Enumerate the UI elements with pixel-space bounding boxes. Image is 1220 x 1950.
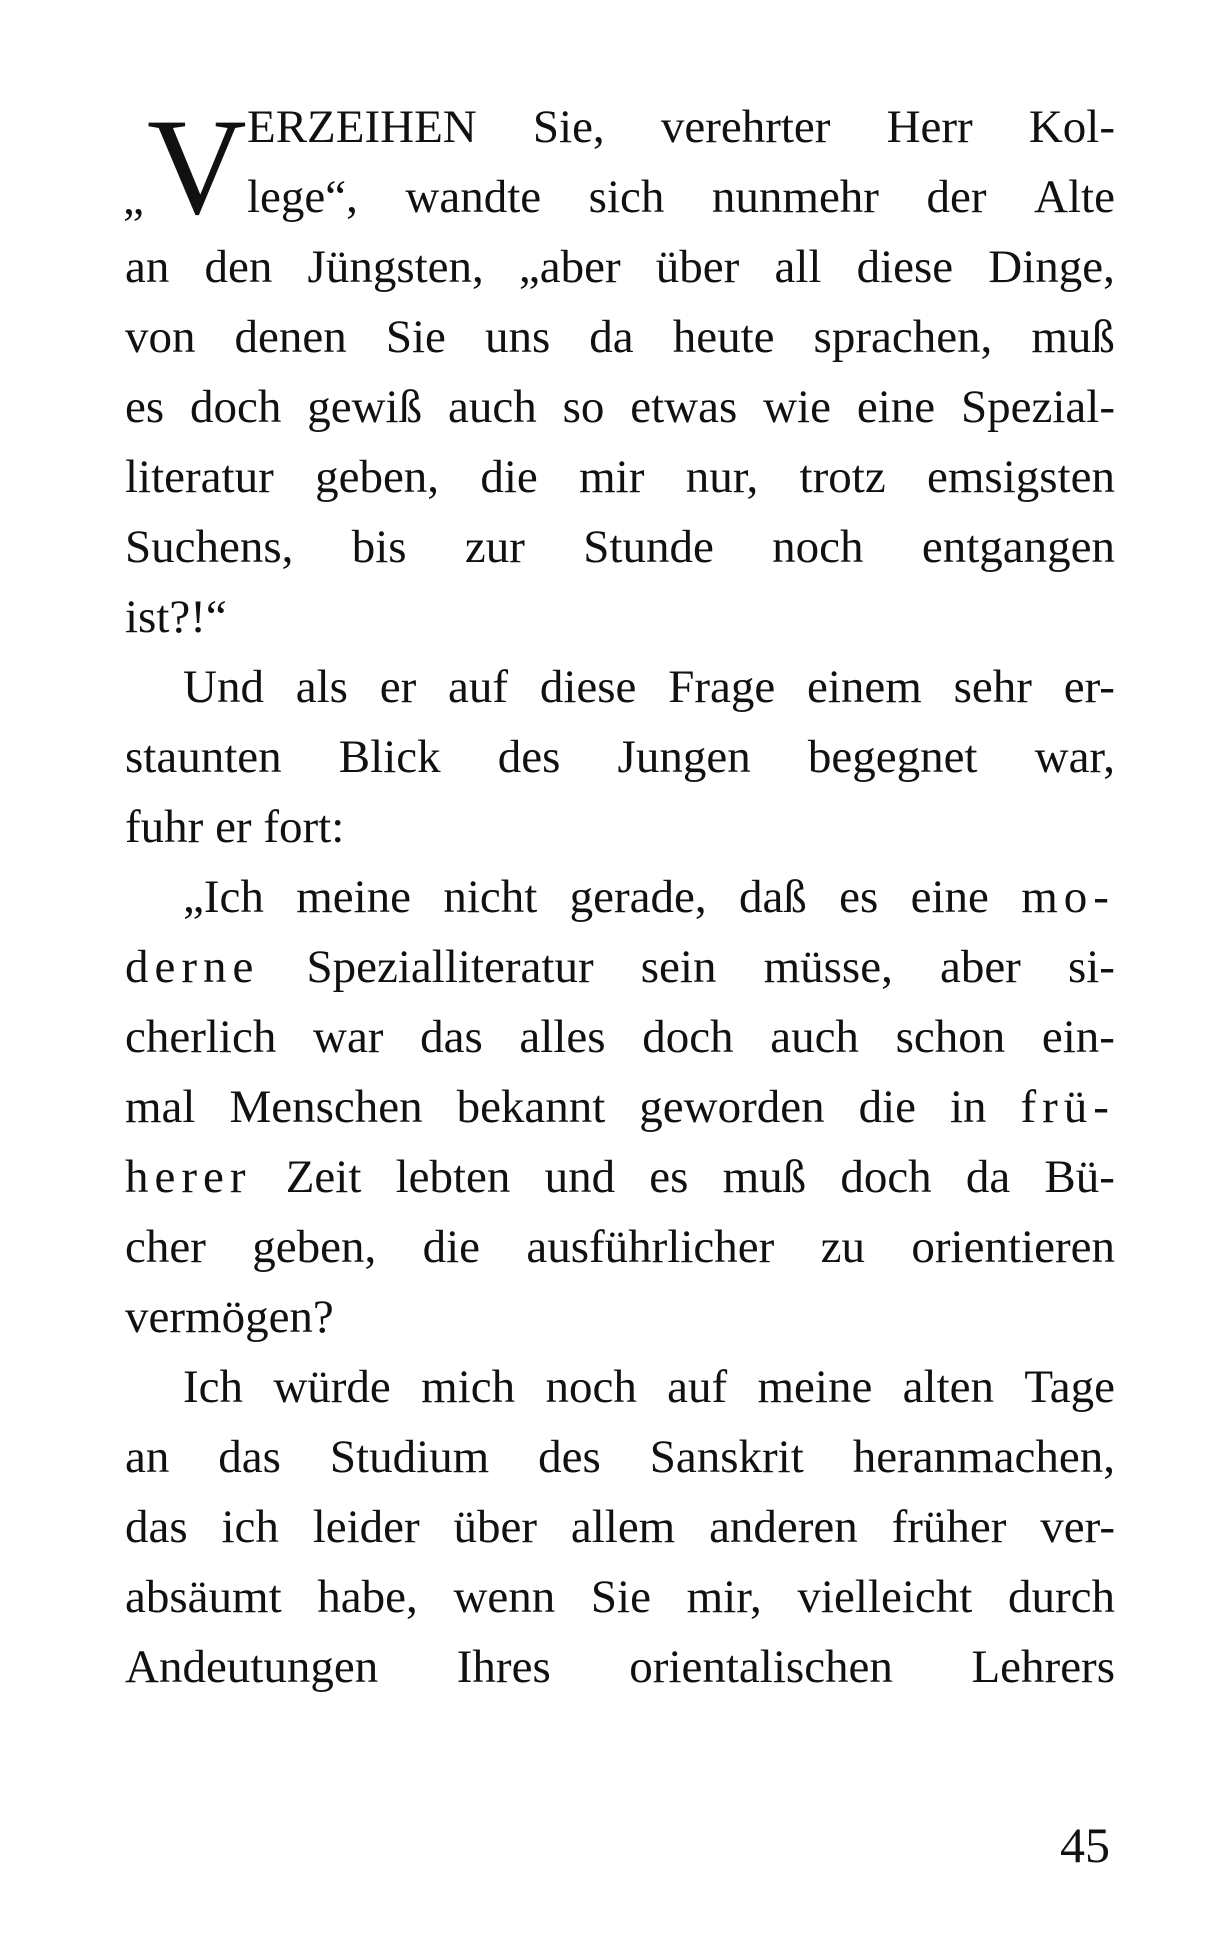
drop-cap: V: [147, 90, 247, 243]
word: diese: [856, 241, 954, 293]
word: Kol-: [1028, 101, 1115, 153]
text-line: [125, 512, 1115, 582]
word: als: [295, 661, 348, 713]
word: einem: [806, 661, 922, 713]
word: nur,: [685, 451, 759, 503]
word: derne: [125, 941, 260, 993]
word: und: [544, 1151, 616, 1203]
word: bis: [351, 521, 407, 573]
word: nunmehr: [711, 171, 879, 223]
word: muß: [1031, 311, 1115, 363]
word: cher: [125, 1221, 206, 1273]
text-line: [125, 932, 1115, 1002]
word: mich: [421, 1361, 516, 1413]
word: die: [480, 451, 538, 503]
word: ERZEIHEN: [247, 101, 477, 153]
word: literatur: [125, 451, 274, 503]
word: fuhr: [125, 801, 204, 853]
word: Suchens,: [125, 521, 294, 573]
word: gewiß: [307, 381, 423, 433]
word: bekannt: [456, 1081, 606, 1133]
word: die: [422, 1221, 480, 1273]
word: emsigsten: [927, 451, 1115, 503]
word: würde: [273, 1361, 391, 1413]
word: all: [774, 241, 822, 293]
word: mal: [125, 1081, 196, 1133]
word: auch: [447, 381, 537, 433]
word: heranmachen,: [852, 1431, 1115, 1483]
word: zu: [820, 1221, 866, 1273]
word: diese: [539, 661, 637, 713]
word: noch: [772, 521, 864, 573]
text-line: [125, 1282, 1115, 1352]
word: Menschen: [229, 1081, 423, 1133]
word: Lehrers: [971, 1641, 1115, 1693]
word: sich: [588, 171, 665, 223]
word: er: [379, 661, 417, 713]
word: über: [453, 1501, 538, 1553]
word: noch: [545, 1361, 637, 1413]
word: es: [125, 381, 165, 433]
word: auf: [667, 1361, 728, 1413]
text-line: [125, 442, 1115, 512]
word: wie: [763, 381, 831, 433]
word: Ich: [183, 1361, 244, 1413]
word: des: [497, 731, 561, 783]
text-line: [247, 92, 1115, 162]
word: anderen: [709, 1501, 858, 1553]
word: daß: [738, 871, 807, 923]
word: doch: [642, 1011, 734, 1063]
word: Frage: [668, 661, 776, 713]
word: mir,: [686, 1571, 762, 1623]
word: Ihres: [456, 1641, 551, 1693]
text-line: [125, 302, 1115, 372]
word: das: [218, 1431, 281, 1483]
word: muß: [722, 1151, 807, 1203]
text-line: [125, 1002, 1115, 1072]
word: doch: [190, 381, 282, 433]
word: Sie,: [532, 101, 605, 153]
word: uns: [484, 311, 551, 363]
word: müsse,: [763, 941, 893, 993]
word: da: [965, 1151, 1011, 1203]
text-line: [125, 1212, 1115, 1282]
word: auf: [448, 661, 509, 713]
text-line: [125, 1632, 1115, 1702]
word: Herr: [886, 101, 973, 153]
word: wandte: [405, 171, 542, 223]
text-line: [247, 162, 1115, 232]
word: cherlich: [125, 1011, 277, 1063]
word: geben,: [252, 1221, 377, 1273]
word: Sanskrit: [649, 1431, 804, 1483]
word: staunten: [125, 731, 282, 783]
word: Spezialliteratur: [306, 941, 594, 993]
word: durch: [1007, 1571, 1115, 1623]
word: vermögen?: [125, 1291, 334, 1343]
word: Bü-: [1044, 1151, 1115, 1203]
word: heute: [672, 311, 775, 363]
word: ich: [221, 1501, 279, 1553]
word: lebten: [395, 1151, 511, 1203]
word: es: [649, 1151, 689, 1203]
word: nicht: [443, 871, 538, 923]
word: er: [215, 801, 252, 853]
word: Jungen: [617, 731, 751, 783]
word: Stunde: [583, 521, 714, 573]
opening-paragraph-start: [123, 90, 1115, 243]
word: Sie: [590, 1571, 651, 1623]
word: das: [420, 1011, 483, 1063]
word: so: [562, 381, 605, 433]
word: fort:: [263, 801, 345, 853]
word: Tage: [1024, 1361, 1115, 1413]
word: trotz: [799, 451, 886, 503]
text-line: [125, 652, 1115, 722]
word: frü-: [1020, 1081, 1115, 1133]
word: sprachen,: [813, 311, 993, 363]
word: meine: [757, 1361, 873, 1413]
word: „Ich: [183, 871, 264, 923]
text-line: [125, 1072, 1115, 1142]
word: begegnet: [807, 731, 978, 783]
word: lege“,: [247, 171, 358, 223]
word: alten: [902, 1361, 995, 1413]
word: herer: [125, 1151, 252, 1203]
word: verehrter: [660, 101, 831, 153]
word: die: [858, 1081, 916, 1133]
word: eine: [910, 871, 989, 923]
text-line: [125, 232, 1115, 302]
word: an: [125, 1431, 170, 1483]
word: Andeutungen: [125, 1641, 379, 1693]
word: alles: [519, 1011, 606, 1063]
word: si-: [1067, 941, 1115, 993]
word: der: [926, 171, 987, 223]
word: auch: [770, 1011, 859, 1063]
word: geben,: [315, 451, 440, 503]
word: aber: [939, 941, 1021, 993]
word: früher: [891, 1501, 1007, 1553]
word: absäumt: [125, 1571, 282, 1623]
word: ver-: [1040, 1501, 1115, 1553]
word: entgangen: [921, 521, 1115, 573]
page-number: 45: [1060, 1817, 1110, 1873]
word: den: [204, 241, 273, 293]
word: es: [839, 871, 879, 923]
text-line: [125, 862, 1115, 932]
word: meine: [296, 871, 412, 923]
text-line: [125, 582, 1115, 652]
text-line: [125, 372, 1115, 442]
word: Studium: [329, 1431, 490, 1483]
word: Sie: [385, 311, 446, 363]
word: ein-: [1041, 1011, 1115, 1063]
word: zur: [464, 521, 525, 573]
word: ist?!“: [125, 591, 227, 643]
word: denen: [234, 311, 347, 363]
text-line: [125, 792, 1115, 862]
word: des: [538, 1431, 601, 1483]
word: wenn: [453, 1571, 556, 1623]
word: Zeit: [285, 1151, 362, 1203]
word: in: [949, 1081, 987, 1133]
text-line: [125, 722, 1115, 792]
word: an: [125, 241, 170, 293]
word: eine: [856, 381, 936, 433]
text-line: [125, 1492, 1115, 1562]
text-line: [125, 1562, 1115, 1632]
word: Blick: [338, 731, 441, 783]
word: war: [313, 1011, 384, 1063]
word: gerade,: [569, 871, 707, 923]
word: Alte: [1034, 171, 1115, 223]
word: schon: [895, 1011, 1006, 1063]
word: „aber: [518, 241, 621, 293]
word: orientieren: [911, 1221, 1115, 1273]
word: war,: [1034, 731, 1115, 783]
word: über: [655, 241, 740, 293]
word: doch: [840, 1151, 932, 1203]
text-block: [125, 92, 1115, 1702]
word: er-: [1063, 661, 1115, 713]
word: das: [125, 1501, 188, 1553]
word: orientalischen: [629, 1641, 893, 1693]
word: geworden: [639, 1081, 825, 1133]
text-line: [125, 1142, 1115, 1212]
word: Spezial-: [960, 381, 1115, 433]
word: etwas: [630, 381, 738, 433]
word: sein: [640, 941, 717, 993]
word: mo-: [1021, 871, 1115, 923]
word: Jüngsten,: [307, 241, 484, 293]
word: Dinge,: [988, 241, 1115, 293]
word: vielleicht: [797, 1571, 973, 1623]
text-line: [125, 1352, 1115, 1422]
word: allem: [570, 1501, 676, 1553]
word: leider: [312, 1501, 420, 1553]
word: habe,: [317, 1571, 418, 1623]
text-line: [125, 1422, 1115, 1492]
word: Und: [183, 661, 264, 713]
word: von: [125, 311, 196, 363]
word: sehr: [953, 661, 1032, 713]
word: da: [589, 311, 634, 363]
word: ausführlicher: [526, 1221, 775, 1273]
word: mir: [579, 451, 645, 503]
opening-quote-mark: „: [123, 173, 144, 225]
